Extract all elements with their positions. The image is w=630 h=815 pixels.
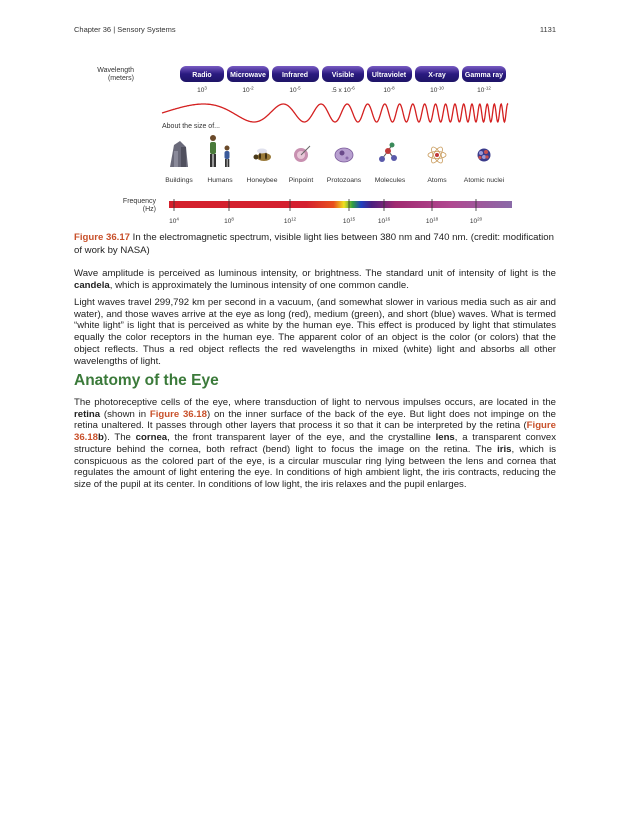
figure-label: Figure 36.17 <box>74 232 130 243</box>
text-run: , the front transparent layer of the eye, and the crystalline <box>167 432 436 444</box>
object-label: Honeybee <box>246 177 278 184</box>
figure-caption <box>74 232 556 257</box>
text-run: ) on the inner surface of the back of the eye. But light does not impinge on the retina unaltered. It passes through other layers that process it so that it can be interpreted by the retina ( <box>74 408 556 432</box>
wavelength-value: $10^{-8}$ <box>383 85 395 94</box>
text-run: , which is approximately the luminous intensity of one common candle. <box>109 279 409 291</box>
term-retina: retina <box>74 408 101 420</box>
object-labels <box>165 177 504 184</box>
term-cornea: cornea <box>135 432 168 444</box>
object-label: Buildings <box>165 177 193 184</box>
frequency-value: $10^{16}$ <box>377 216 391 225</box>
page-number: 1131 <box>539 25 556 34</box>
frequency-label: Frequency <box>122 198 156 205</box>
band-visible <box>322 66 364 82</box>
em-spectrum-diagram <box>74 55 556 230</box>
wavelength-wave <box>162 104 508 122</box>
band-gamma <box>462 66 506 82</box>
band-radio <box>180 66 224 82</box>
paragraph-luminous-intensity <box>74 268 556 291</box>
wavelength-value: $10^{-5}$ <box>289 85 301 94</box>
object-label: Atomic nuclei <box>463 177 505 184</box>
figure-panel-letter: b <box>98 432 104 444</box>
term-candela: candela <box>74 279 110 291</box>
object-label: Protozoans <box>326 177 362 184</box>
wavelength-value: $10^{-2}$ <box>242 85 254 94</box>
text-run: The photoreceptive cells of the eye, where transduction of light to nervous impulses occurs, are located in the <box>74 397 556 408</box>
atomic-nucleus-icon <box>478 149 491 162</box>
section-title: Anatomy of the Eye <box>74 372 219 389</box>
object-label: Humans <box>207 177 233 184</box>
frequency-values <box>169 217 482 226</box>
pinpoint-icon <box>294 146 310 162</box>
caption-text: In the electromagnetic spectrum, visible light lies between 380 nm and 740 nm. (credit: modification of work by NASA) <box>74 232 554 256</box>
wavelength-values <box>197 86 491 95</box>
wavelength-value: $10^3$ <box>197 85 207 94</box>
band-microwave <box>227 66 269 82</box>
frequency-value: $10^4$ <box>169 216 179 225</box>
humans-icon <box>210 135 230 167</box>
frequency-bar <box>169 201 512 208</box>
object-label: Molecules <box>374 177 406 184</box>
frequency-value: $10^{15}$ <box>342 216 356 225</box>
term-iris: iris <box>497 443 512 455</box>
term-lens: lens <box>435 432 455 444</box>
figure-link[interactable]: Figure 36.18 <box>149 408 207 420</box>
band-label: Infrared <box>281 72 309 79</box>
band-infrared <box>272 66 319 82</box>
object-label: Atoms <box>427 177 447 184</box>
object-label: Pinpoint <box>288 177 314 184</box>
paragraph-anatomy <box>74 397 556 491</box>
text-run: Wave amplitude is perceived as luminous intensity, or brightness. The standard unit of intensity of light is the <box>74 268 556 279</box>
band-label: X-ray <box>428 72 446 79</box>
text-run: ). The <box>103 432 136 444</box>
frequency-value: $10^8$ <box>224 216 234 225</box>
molecule-icon <box>379 143 397 163</box>
wavelength-value: $10^{-12}$ <box>477 85 491 94</box>
protozoan-icon <box>335 148 353 162</box>
band-label: Radio <box>192 72 212 79</box>
frequency-value: $10^{12}$ <box>283 216 297 225</box>
wavelength-label: Wavelength <box>97 67 134 74</box>
frequency-unit: (Hz) <box>142 206 156 213</box>
atom-icon <box>428 145 446 164</box>
band-xray <box>415 66 459 82</box>
band-label: Gamma ray <box>464 72 504 79</box>
wavelength-value: $10^{-10}$ <box>430 85 444 94</box>
size-label: About the size of... <box>162 123 220 130</box>
band-label: Visible <box>331 72 355 79</box>
frequency-value: $10^{18}$ <box>425 216 439 225</box>
em-spectrum-figure <box>74 55 556 230</box>
running-header-chapter: Chapter 36 | Sensory Systems <box>74 25 176 34</box>
band-row <box>180 66 506 82</box>
figure-link[interactable]: Figure 36.18 <box>74 420 556 444</box>
wavelength-value: .5 x $10^{-6}$ <box>331 85 355 94</box>
band-label: Ultraviolet <box>371 72 407 79</box>
text-run: , which is conspicuous as the colored part of the eye, is a circular muscular ring lying between the lens and cornea that regulates the amount of light entering the eye. In conditions of high ambient light, the iris contracts, reducing the size of the pupil at its center. In conditions of low light, the iris relaxes and the pupil enlarges. <box>74 443 557 490</box>
band-label: Microwave <box>230 72 266 79</box>
text-run: (shown in <box>100 408 150 420</box>
paragraph-light-waves: Light waves travel 299,792 km per second in a vacuum, (and somewhat slower in various media such as air and water), and those waves arrive at the eye as long (red), medium (green), and short (blue) waves. What is termed “white light” is light that is perceived as white by the human eye. This effect is produced by light that stimulates equally the color receptors in the human eye. The apparent color of an object is the color (or colors) that the object reflects. Thus a red object reflects the red wavelengths in mixed (white) light and absorbs all other wavelengths of light. <box>74 297 556 367</box>
frequency-value: $10^{20}$ <box>469 216 483 225</box>
honeybee-icon <box>254 149 272 162</box>
band-ultraviolet <box>367 66 412 82</box>
wavelength-unit: (meters) <box>107 75 134 82</box>
text-run: , a transparent convex structure behind the cornea, both refract (bend) light to focus the image on the retina. The <box>74 432 556 455</box>
buildings-icon <box>170 141 188 167</box>
